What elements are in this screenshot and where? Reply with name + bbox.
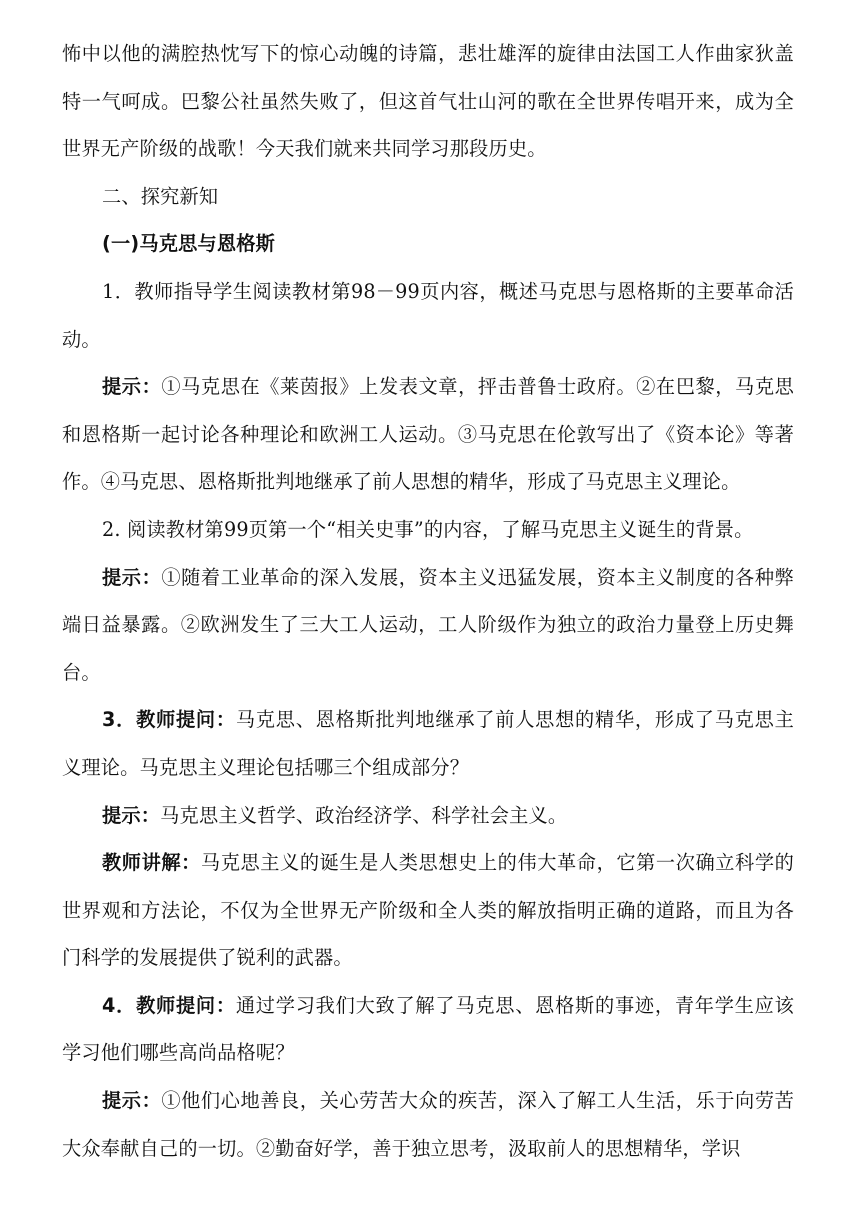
paragraph-text: 二、探究新知 (102, 184, 219, 208)
hint-2-paragraph (62, 554, 794, 697)
teacher-explanation-label: 教师讲解： (102, 851, 201, 875)
paragraph-text: 怖中以他的满腔热忱写下的惊心动魄的诗篇，悲壮雄浑的旋律由法国工人作曲家狄盖特一气呵成。巴黎公社虽然失败了，但这首气壮山河的歌在全世界传唱开来，成为全世界无产阶级的战歌！今天我们就来共同学习那段历史。 (62, 42, 794, 161)
paragraph-text: 马克思主义的诞生是人类思想史上的伟大革命，它第一次确立科学的世界观和方法论，不仅为全世界无产阶级和全人类的解放指明正确的道路，而且为各门科学的发展提供了锐利的武器。 (62, 851, 795, 970)
question-2-paragraph (62, 506, 794, 554)
teacher-explanation-paragraph (62, 839, 794, 982)
teacher-question-label: 3．教师提问： (102, 708, 236, 732)
paragraph-text: 马克思主义哲学、政治经济学、科学社会主义。 (160, 803, 568, 827)
paragraph-text: 2. 阅读教材第99页第一个“相关史事”的内容，了解马克思主义诞生的背景。 (102, 517, 754, 541)
intro-continuation-paragraph (62, 30, 794, 173)
paragraph-text: 马克思、恩格斯批判地继承了前人思想的精华，形成了马克思主义理论。马克思主义理论包括哪三个组成部分？ (62, 708, 794, 779)
subsection-title: (一)马克思与恩格斯 (102, 232, 276, 256)
subsection-heading-marx-engels (62, 220, 794, 268)
hint-4-paragraph (62, 1077, 794, 1172)
paragraph-text: ①他们心地善良，关心劳苦大众的疾苦，深入了解工人生活，乐于向劳苦大众奉献自己的一切。②勤奋好学，善于独立思考，汲取前人的思想精华，学识 (62, 1089, 794, 1160)
paragraph-text: ①随着工业革命的深入发展，资本主义迅猛发展，资本主义制度的各种弊端日益暴露。②欧洲发生了三大工人运动，工人阶级作为独立的政治力量登上历史舞台。 (62, 565, 794, 684)
document-page (62, 30, 794, 1172)
question-3-paragraph (62, 696, 794, 791)
hint-label: 提示： (102, 375, 162, 399)
paragraph-text: 1．教师指导学生阅读教材第98－99页内容，概述马克思与恩格斯的主要革命活动。 (62, 279, 794, 351)
paragraph-text: 通过学习我们大致了解了马克思、恩格斯的事迹，青年学生应该学习他们哪些高尚品格呢？ (62, 993, 794, 1065)
hint-1-paragraph (62, 363, 794, 506)
hint-label: 提示： (102, 803, 161, 827)
question-1-paragraph (62, 268, 794, 363)
paragraph-text: ①马克思在《莱茵报》上发表文章，抨击普鲁士政府。②在巴黎，马克思和恩格斯一起讨论各种理论和欧洲工人运动。③马克思在伦敦写出了《资本论》等著作。④马克思、恩格斯批判地继承了前人思想的精华，形成了马克思主义理论。 (62, 375, 794, 494)
section-heading-explore (62, 173, 794, 221)
teacher-question-label: 4．教师提问： (102, 993, 236, 1017)
hint-3-paragraph (62, 792, 794, 840)
hint-label: 提示： (102, 1089, 162, 1113)
question-4-paragraph (62, 982, 794, 1077)
hint-label: 提示： (102, 565, 162, 589)
